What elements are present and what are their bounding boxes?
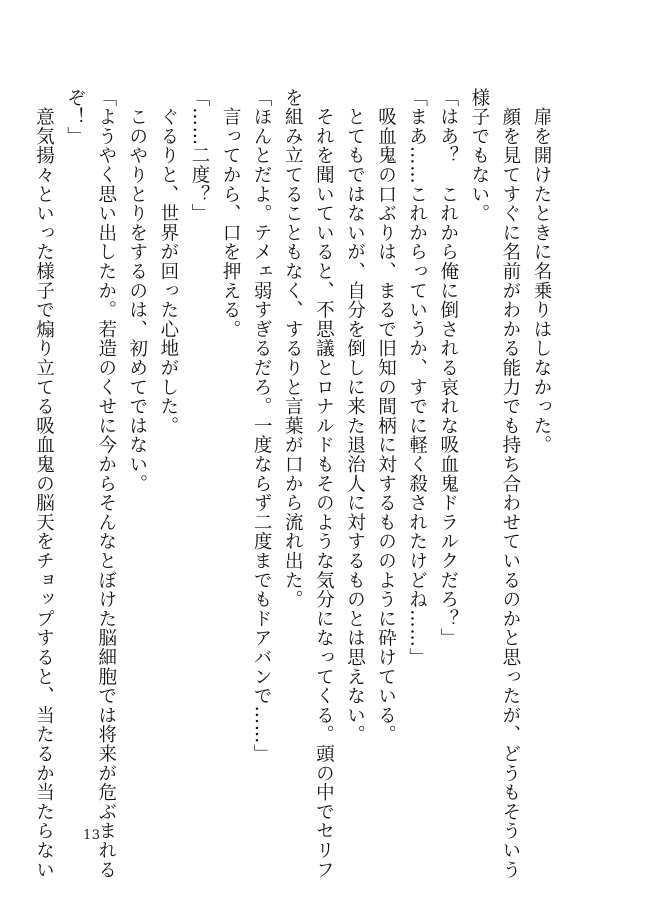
text-line: とてもではないが、自分を倒しに来た退治人に対するものとは思えない。 <box>344 88 366 745</box>
text-line: 顔を見てすぐに名前がわかる能力でも持ち合わせているのかと思ったが、どうもそういう <box>499 88 521 880</box>
text-line: を組み立てることもなく、するりと言葉が口から流れ出た。 <box>282 88 304 610</box>
text-line: 意気揚々といった様子で煽り立てる吸血鬼の脳天をチョップすると、当たるか当たらない <box>33 88 55 880</box>
text-line: ぞ！」 <box>64 88 86 146</box>
text-line: 「……二度？」 <box>188 88 210 224</box>
page-number: 13 <box>83 828 101 843</box>
text-line: 言ってから、口を押える。 <box>220 88 242 339</box>
text-line: それを聞いていると、不思議とロナルドもそのような気分になってくる。頭の中でセリフ <box>313 88 335 880</box>
text-line: 「まあ……これからっていうか、すでに軽く殺されたけどね……」 <box>406 88 428 667</box>
text-line: 扉を開けたときに名乗りはしなかった。 <box>531 88 552 455</box>
text-line: 様子でもない。 <box>468 88 490 224</box>
text-line: 「はあ？ これから俺に倒される哀れな吸血鬼ドラルクだろ？」 <box>437 88 459 648</box>
text-line: 吸血鬼の口ぶりは、まるで旧知の間柄に対するもののように砕けている。 <box>375 88 397 745</box>
text-line: 「ようやく思い出したか。若造のくせに今からそんなとぼけた脳細胞では将来が危ぶまれる <box>95 88 117 880</box>
text-line: ぐるりと、世界が回った心地がした。 <box>157 88 179 436</box>
text-line: 「ほんとだよ。テメェ弱すぎるだろ。一度ならず二度までもドアバンで……」 <box>251 88 273 764</box>
text-line: このやりとりをするのは、初めてではない。 <box>126 88 148 494</box>
vertical-text-body <box>28 88 557 880</box>
